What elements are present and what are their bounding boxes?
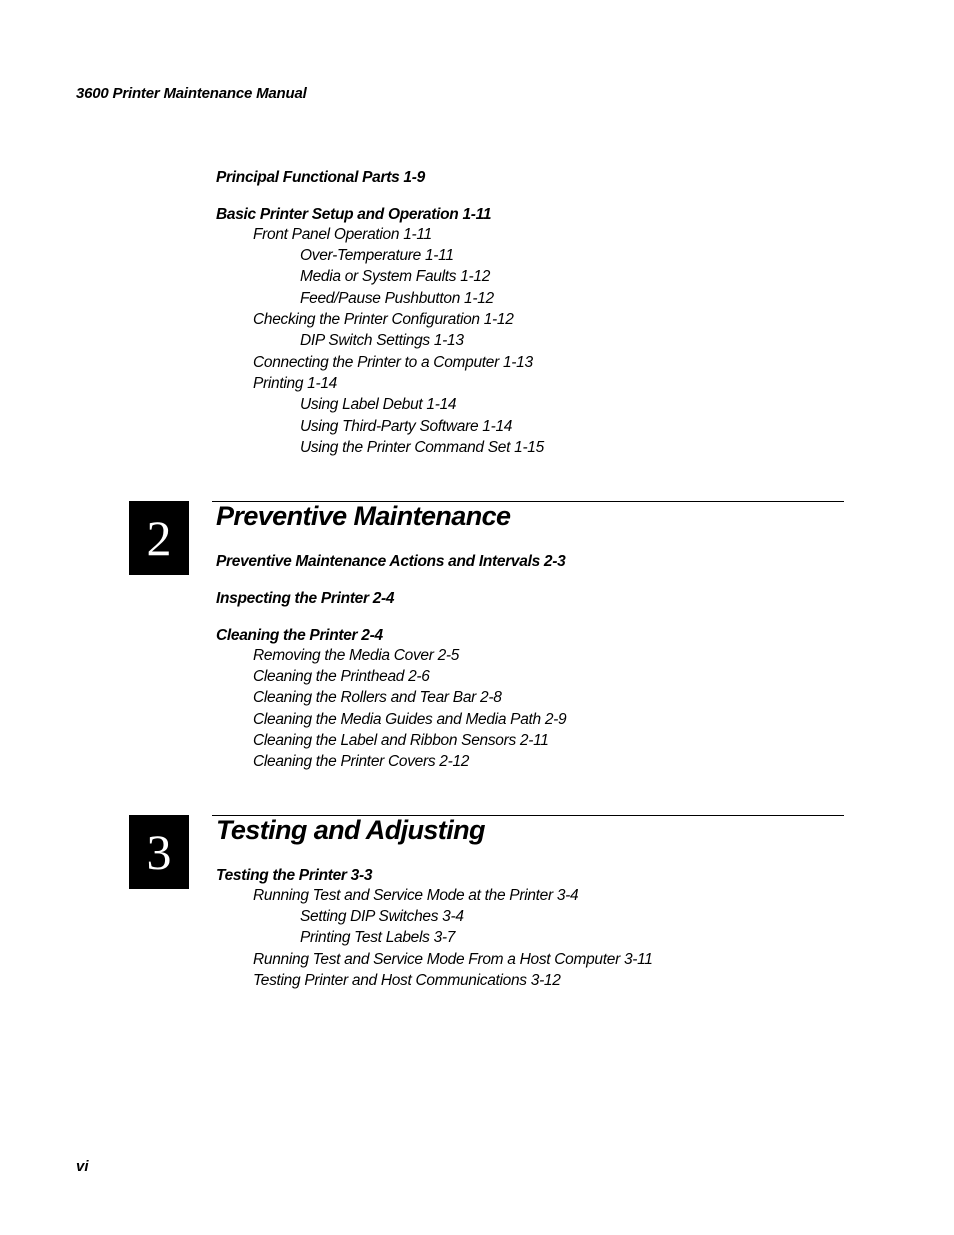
toc-entry[interactable]: Principal Functional Parts 1-9 [216, 169, 425, 186]
running-header: 3600 Printer Maintenance Manual [76, 85, 307, 102]
toc-entry[interactable]: Using the Printer Command Set 1-15 [300, 439, 544, 456]
toc-entry[interactable]: Cleaning the Rollers and Tear Bar 2-8 [253, 689, 502, 706]
toc-entry[interactable]: Inspecting the Printer 2-4 [216, 590, 395, 607]
toc-entry[interactable]: Using Label Debut 1-14 [300, 396, 457, 413]
toc-entry[interactable]: Testing the Printer 3-3 [216, 867, 373, 884]
toc-entry[interactable]: Running Test and Service Mode at the Printer 3-4 [253, 887, 579, 904]
toc-entry[interactable]: Connecting the Printer to a Computer 1-13 [253, 354, 533, 371]
toc-entry[interactable]: Removing the Media Cover 2-5 [253, 647, 460, 664]
toc-entry[interactable]: Front Panel Operation 1-11 [253, 226, 432, 243]
toc-entry[interactable]: Running Test and Service Mode From a Host Computer 3-11 [253, 951, 653, 968]
toc-entry[interactable]: Cleaning the Printer 2-4 [216, 627, 383, 644]
toc-entry[interactable]: Cleaning the Label and Ribbon Sensors 2-11 [253, 732, 549, 749]
toc-entry[interactable]: Printing Test Labels 3-7 [300, 929, 456, 946]
toc-entry[interactable]: Setting DIP Switches 3-4 [300, 908, 464, 925]
chapter-title: Testing and Adjusting [216, 815, 485, 845]
toc-entry[interactable]: Checking the Printer Configuration 1-12 [253, 311, 514, 328]
chapter-number-box: 2 [129, 501, 189, 575]
toc-entry[interactable]: Printing 1-14 [253, 375, 337, 392]
toc-entry[interactable]: Testing Printer and Host Communications 3-12 [253, 972, 561, 989]
toc-entry[interactable]: Media or System Faults 1-12 [300, 268, 491, 285]
toc-entry[interactable]: Feed/Pause Pushbutton 1-12 [300, 290, 494, 307]
chapter-number-box: 3 [129, 815, 189, 889]
page-number: vi [76, 1158, 89, 1175]
toc-entry[interactable]: Cleaning the Media Guides and Media Path 2-9 [253, 711, 567, 728]
toc-entry[interactable]: Basic Printer Setup and Operation 1-11 [216, 206, 492, 223]
toc-entry[interactable]: Using Third-Party Software 1-14 [300, 418, 513, 435]
toc-entry[interactable]: Over-Temperature 1-11 [300, 247, 454, 264]
chapter-title: Preventive Maintenance [216, 501, 511, 531]
toc-entry[interactable]: Cleaning the Printer Covers 2-12 [253, 753, 470, 770]
toc-entry[interactable]: DIP Switch Settings 1-13 [300, 332, 464, 349]
toc-entry[interactable]: Cleaning the Printhead 2-6 [253, 668, 430, 685]
toc-entry[interactable]: Preventive Maintenance Actions and Intervals 2-3 [216, 553, 566, 570]
